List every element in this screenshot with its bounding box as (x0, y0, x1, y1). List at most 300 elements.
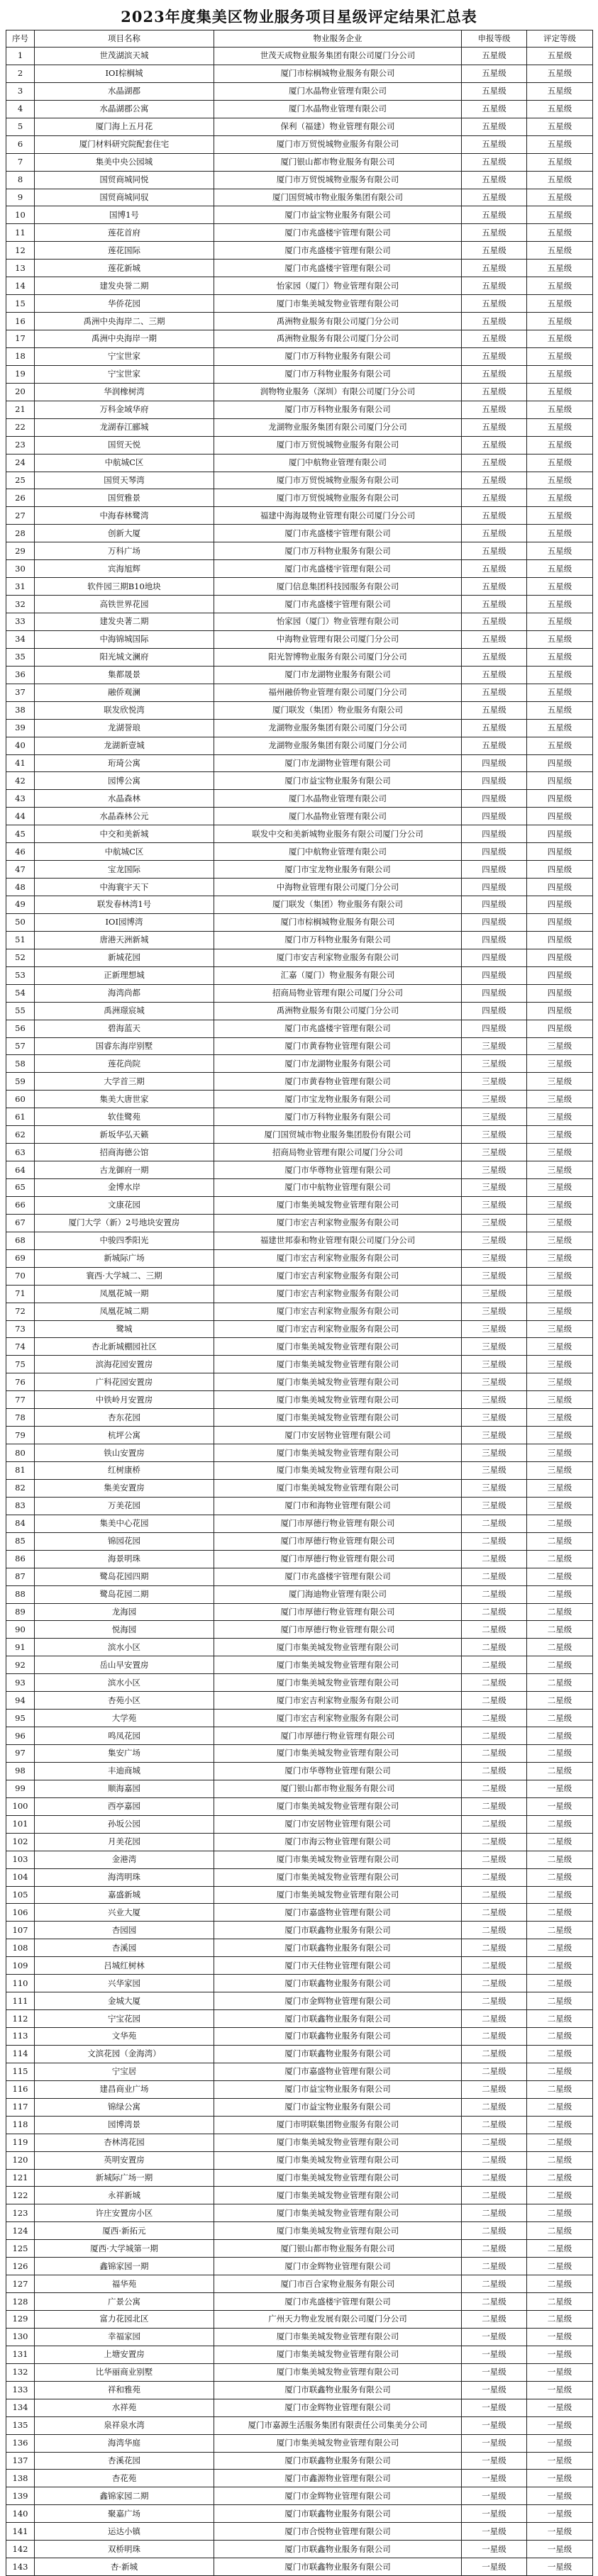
company-name: 厦门中航物业管理有限公司 (214, 843, 462, 861)
company-name: 厦门市集美城发物业管理有限公司 (214, 1356, 462, 1373)
company-name: 厦门市集美城发物业管理有限公司 (214, 1373, 462, 1391)
row-number: 38 (6, 701, 35, 719)
project-name: 海湾明珠 (35, 1868, 214, 1886)
table-row (6, 1196, 593, 1214)
rated-level: 二星级 (527, 2258, 593, 2275)
project-name: 杭坪公寓 (35, 1427, 214, 1444)
table-row (6, 1939, 593, 1957)
table-row (6, 525, 593, 542)
table-row (6, 1727, 593, 1745)
company-name: 厦门市华尊物业管理有限公司 (214, 1762, 462, 1780)
row-number: 15 (6, 295, 35, 313)
row-number: 83 (6, 1497, 35, 1515)
row-number: 33 (6, 613, 35, 631)
apply-level: 五星级 (462, 701, 527, 719)
table-row (6, 1055, 593, 1073)
row-number: 22 (6, 418, 35, 436)
apply-level: 二星级 (462, 2240, 527, 2258)
row-number: 124 (6, 2222, 35, 2240)
rated-level: 三星级 (527, 1409, 593, 1427)
apply-level: 三星级 (462, 1285, 527, 1303)
rated-level: 五星级 (527, 277, 593, 295)
table-row (6, 295, 593, 313)
apply-level: 四星级 (462, 790, 527, 808)
table-row (6, 454, 593, 472)
table-row (6, 648, 593, 666)
project-name: 大学首三期 (35, 1073, 214, 1091)
project-name: 大学苑 (35, 1710, 214, 1727)
table-row (6, 2080, 593, 2098)
project-name: 古龙御府一期 (35, 1161, 214, 1179)
company-name: 保利（福建）物业管理有限公司 (214, 118, 462, 135)
row-number: 69 (6, 1249, 35, 1267)
table-row (6, 242, 593, 260)
project-name: 华润橡树湾 (35, 383, 214, 401)
project-name: 厦西·大学城第一期 (35, 2240, 214, 2258)
rated-level: 二星级 (527, 1904, 593, 1922)
rated-level: 一星级 (527, 2363, 593, 2381)
apply-level: 五星级 (462, 507, 527, 525)
table-row (6, 808, 593, 825)
apply-level: 二星级 (462, 1550, 527, 1568)
project-name: 海景明珠 (35, 1550, 214, 1568)
row-number: 94 (6, 1692, 35, 1710)
row-number: 120 (6, 2151, 35, 2169)
company-name: 厦门市万科物业服务有限公司 (214, 401, 462, 418)
row-number: 82 (6, 1479, 35, 1497)
project-name: 集美中心花园 (35, 1515, 214, 1532)
rated-level: 三星级 (527, 1179, 593, 1197)
company-name: 厦门市万贸悦城物业服务有限公司 (214, 135, 462, 153)
row-number: 42 (6, 772, 35, 790)
apply-level: 二星级 (462, 2116, 527, 2134)
project-name: 鹭岛花园四期 (35, 1568, 214, 1585)
table-row (6, 2275, 593, 2293)
rated-level: 二星级 (527, 1674, 593, 1692)
table-row (6, 2434, 593, 2452)
row-number: 87 (6, 1568, 35, 1585)
rated-level: 五星级 (527, 135, 593, 153)
row-number: 130 (6, 2328, 35, 2346)
table-row (6, 1037, 593, 1055)
company-name: 厦门市厚德行物业管理有限公司 (214, 1603, 462, 1621)
apply-level: 四星级 (462, 825, 527, 843)
row-number: 126 (6, 2258, 35, 2275)
company-name: 润物物业服务（深圳）有限公司厦门分公司 (214, 383, 462, 401)
apply-level: 五星级 (462, 578, 527, 596)
rated-level: 五星级 (527, 365, 593, 383)
row-number: 64 (6, 1161, 35, 1179)
rated-level: 四星级 (527, 861, 593, 879)
table-row (6, 825, 593, 843)
apply-level: 三星级 (462, 1479, 527, 1497)
table-row (6, 630, 593, 648)
table-row (6, 277, 593, 295)
row-number: 24 (6, 454, 35, 472)
row-number: 127 (6, 2275, 35, 2293)
table-row (6, 2063, 593, 2080)
row-number: 47 (6, 861, 35, 879)
company-name: 厦门市联鑫物业服务有限公司 (214, 2541, 462, 2558)
apply-level: 四星级 (462, 1020, 527, 1037)
table-row (6, 118, 593, 135)
rated-level: 四星级 (527, 966, 593, 984)
project-name: 中海锦城国际 (35, 630, 214, 648)
apply-level: 四星级 (462, 966, 527, 984)
rated-level: 二星级 (527, 1532, 593, 1550)
project-name: 杏林湾花园 (35, 2134, 214, 2151)
row-number: 99 (6, 1780, 35, 1797)
company-name: 厦门市宏吉利家物业服务有限公司 (214, 1267, 462, 1285)
row-number: 60 (6, 1091, 35, 1108)
table-row (6, 2487, 593, 2505)
project-name: 建发央著二期 (35, 613, 214, 631)
project-name: 国贸雅景 (35, 489, 214, 507)
row-number: 80 (6, 1444, 35, 1462)
table-row (6, 1144, 593, 1161)
row-number: 4 (6, 100, 35, 118)
project-name: 滨海花园安置房 (35, 1356, 214, 1373)
project-name: 高铁世界花园 (35, 596, 214, 613)
rated-level: 五星级 (527, 454, 593, 472)
project-name: 中骏四季阳光 (35, 1232, 214, 1249)
row-number: 35 (6, 648, 35, 666)
company-name: 厦门市兆盛楼宇管理有限公司 (214, 1020, 462, 1037)
rated-level: 二星级 (527, 2222, 593, 2240)
row-number: 119 (6, 2134, 35, 2151)
company-name: 厦门市集美城发物业管理有限公司 (214, 2204, 462, 2222)
company-name: 中海物业管理有限公司厦门分公司 (214, 879, 462, 896)
row-number: 30 (6, 560, 35, 578)
apply-level: 四星级 (462, 808, 527, 825)
project-name: 中海春林鹭湾 (35, 507, 214, 525)
row-number: 31 (6, 578, 35, 596)
row-number: 36 (6, 666, 35, 684)
apply-level: 三星级 (462, 1320, 527, 1338)
apply-level: 二星级 (462, 1975, 527, 1992)
row-number: 45 (6, 825, 35, 843)
project-name: 永祥新城 (35, 2187, 214, 2204)
apply-level: 二星级 (462, 1674, 527, 1692)
apply-level: 二星级 (462, 2134, 527, 2151)
apply-level: 二星级 (462, 1585, 527, 1603)
project-name: 顺海嘉园 (35, 1780, 214, 1797)
apply-level: 五星级 (462, 630, 527, 648)
table-row (6, 1904, 593, 1922)
rated-level: 四星级 (527, 825, 593, 843)
rated-level: 三星级 (527, 1303, 593, 1320)
rated-level: 三星级 (527, 1391, 593, 1409)
rated-level: 三星级 (527, 1373, 593, 1391)
table-row (6, 153, 593, 171)
apply-level: 三星级 (462, 1391, 527, 1409)
project-name: 铁山安置房 (35, 1444, 214, 1462)
company-name: 招商局物业管理有限公司厦门分公司 (214, 984, 462, 1002)
table-row (6, 1427, 593, 1444)
project-name: 集美大唐世家 (35, 1091, 214, 1108)
rated-level: 三星级 (527, 1144, 593, 1161)
company-name: 厦门市兆盛楼宇管理有限公司 (214, 1568, 462, 1585)
table-row (6, 790, 593, 808)
row-number: 121 (6, 2169, 35, 2187)
table-row (6, 1957, 593, 1975)
table-row (6, 1126, 593, 1144)
row-number: 5 (6, 118, 35, 135)
company-name: 厦门市宝龙物业服务有限公司 (214, 861, 462, 879)
rated-level: 五星级 (527, 260, 593, 277)
table-row (6, 666, 593, 684)
company-name: 厦门市集美城发物业管理有限公司 (214, 1656, 462, 1674)
rated-level: 三星级 (527, 1108, 593, 1126)
rated-level: 四星级 (527, 984, 593, 1002)
row-number: 91 (6, 1639, 35, 1656)
row-number: 137 (6, 2452, 35, 2470)
project-name: 唐港天洲新城 (35, 931, 214, 949)
row-number: 16 (6, 313, 35, 330)
apply-level: 二星级 (462, 1639, 527, 1656)
rated-level: 五星级 (527, 666, 593, 684)
apply-level: 五星级 (462, 118, 527, 135)
company-name: 厦门市兆盛楼宇管理有限公司 (214, 560, 462, 578)
project-name: 园博公寓 (35, 772, 214, 790)
company-name: 厦门市嘉盛物业管理有限公司 (214, 1904, 462, 1922)
header-no: 序号 (6, 30, 35, 48)
company-name: 厦门市宏吉利家物业服务有限公司 (214, 1249, 462, 1267)
table-row (6, 135, 593, 153)
table-row (6, 1108, 593, 1126)
apply-level: 四星级 (462, 896, 527, 914)
table-row (6, 1550, 593, 1568)
row-number: 139 (6, 2487, 35, 2505)
apply-level: 五星级 (462, 260, 527, 277)
table-row (6, 949, 593, 966)
rated-level: 五星级 (527, 489, 593, 507)
project-name: IOI园博湾 (35, 913, 214, 931)
project-name: 水祥苑 (35, 2399, 214, 2416)
company-name: 厦门市集美城发物业管理有限公司 (214, 2434, 462, 2452)
rated-level: 二星级 (527, 1868, 593, 1886)
project-name: 万科金域华府 (35, 401, 214, 418)
rated-level: 二星级 (527, 1710, 593, 1727)
rated-level: 二星级 (527, 2311, 593, 2329)
row-number: 18 (6, 347, 35, 365)
company-name: 广州天力物业发展有限公司厦门分公司 (214, 2311, 462, 2329)
table-row (6, 2222, 593, 2240)
table-row (6, 1320, 593, 1338)
rated-level: 二星级 (527, 1992, 593, 2010)
project-name: 新城际广场 (35, 1249, 214, 1267)
project-name: 孙坂公园 (35, 1815, 214, 1833)
table-row (6, 879, 593, 896)
company-name: 厦门市兆盛楼宇管理有限公司 (214, 242, 462, 260)
company-name: 厦门市集美城发物业管理有限公司 (214, 1639, 462, 1656)
row-number: 85 (6, 1532, 35, 1550)
company-name: 厦门市鑫源物业管理有限公司 (214, 2470, 462, 2487)
apply-level: 二星级 (462, 1532, 527, 1550)
company-name: 厦门市黄春物业管理有限公司 (214, 1037, 462, 1055)
table-row (6, 1868, 593, 1886)
project-name: 悦海园 (35, 1621, 214, 1639)
project-name: 凤凰花城二期 (35, 1303, 214, 1320)
company-name: 龙湖物业服务集团有限公司厦门分公司 (214, 719, 462, 737)
rated-level: 一星级 (527, 2434, 593, 2452)
project-name: 招商海德公馆 (35, 1144, 214, 1161)
rated-level: 五星级 (527, 613, 593, 631)
table-row (6, 418, 593, 436)
table-row (6, 347, 593, 365)
rated-level: 五星级 (527, 719, 593, 737)
apply-level: 二星级 (462, 1656, 527, 1674)
project-name: 创新大厦 (35, 525, 214, 542)
row-number: 54 (6, 984, 35, 1002)
apply-level: 五星级 (462, 189, 527, 206)
table-row (6, 1285, 593, 1303)
table-row (6, 772, 593, 790)
project-name: 许庄安置房小区 (35, 2204, 214, 2222)
table-row (6, 1815, 593, 1833)
apply-level: 五星级 (462, 666, 527, 684)
project-name: 海湾华庭 (35, 2434, 214, 2452)
company-name: 厦门市联鑫物业服务有限公司 (214, 2010, 462, 2028)
header-company: 物业服务企业 (214, 30, 462, 48)
row-number: 134 (6, 2399, 35, 2416)
project-name: 兴业大厦 (35, 1904, 214, 1922)
rated-level: 五星级 (527, 436, 593, 454)
rated-level: 四星级 (527, 1020, 593, 1037)
project-name: 泉祥泉水湾 (35, 2416, 214, 2434)
rated-level: 五星级 (527, 206, 593, 224)
company-name: 厦门市联鑫物业服务有限公司 (214, 2558, 462, 2576)
table-row (6, 330, 593, 348)
company-name: 厦门水晶物业管理有限公司 (214, 82, 462, 100)
apply-level: 五星级 (462, 330, 527, 348)
table-row (6, 1762, 593, 1780)
apply-level: 五星级 (462, 277, 527, 295)
company-name: 厦门信息集团科技园服务有限公司 (214, 578, 462, 596)
project-name: 新坂华弘天籁 (35, 1126, 214, 1144)
apply-level: 三星级 (462, 1444, 527, 1462)
company-name: 厦门市宏吉利家物业服务有限公司 (214, 1710, 462, 1727)
table-row (6, 224, 593, 242)
apply-level: 二星级 (462, 1868, 527, 1886)
rated-level: 二星级 (527, 1550, 593, 1568)
apply-level: 五星级 (462, 100, 527, 118)
project-name: 宁宝花园 (35, 2010, 214, 2028)
apply-level: 五星级 (462, 365, 527, 383)
row-number: 63 (6, 1144, 35, 1161)
row-number: 128 (6, 2293, 35, 2311)
project-name: 厦门大学（新）2号地块安置房 (35, 1214, 214, 1232)
rated-level: 四星级 (527, 949, 593, 966)
apply-level: 四星级 (462, 984, 527, 1002)
company-name: 厦门市金辉物业管理有限公司 (214, 2399, 462, 2416)
row-number: 117 (6, 2098, 35, 2116)
row-number: 74 (6, 1338, 35, 1356)
project-name: 珩琦公寓 (35, 754, 214, 772)
row-number: 28 (6, 525, 35, 542)
project-name: 鑫锦家园一期 (35, 2258, 214, 2275)
project-name: 宁宝世家 (35, 347, 214, 365)
company-name: 厦门市宏吉利家物业服务有限公司 (214, 1303, 462, 1320)
row-number: 90 (6, 1621, 35, 1639)
company-name: 厦门市益宝物业服务有限公司 (214, 772, 462, 790)
row-number: 106 (6, 1904, 35, 1922)
project-name: 龙湖春江郦城 (35, 418, 214, 436)
project-name: 广科花园安置房 (35, 1373, 214, 1391)
company-name: 厦门市棕榈城物业服务有限公司 (214, 65, 462, 82)
rated-level: 五星级 (527, 313, 593, 330)
row-number: 51 (6, 931, 35, 949)
rated-level: 二星级 (527, 1639, 593, 1656)
rated-level: 二星级 (527, 1656, 593, 1674)
rated-level: 二星级 (527, 1851, 593, 1868)
apply-level: 二星级 (462, 1727, 527, 1745)
project-name: 龙海园 (35, 1603, 214, 1621)
row-number: 76 (6, 1373, 35, 1391)
apply-level: 三星级 (462, 1303, 527, 1320)
table-row (6, 100, 593, 118)
rated-level: 五星级 (527, 578, 593, 596)
project-name: 锦绿公寓 (35, 2098, 214, 2116)
rated-level: 二星级 (527, 2169, 593, 2187)
table-row (6, 2311, 593, 2329)
apply-level: 二星级 (462, 1992, 527, 2010)
rated-level: 二星级 (527, 1886, 593, 1904)
project-name: 比华丽商业别墅 (35, 2363, 214, 2381)
header-apply-level: 申报等级 (462, 30, 527, 48)
project-name: 集安广场 (35, 1745, 214, 1763)
rated-level: 五星级 (527, 295, 593, 313)
table-row (6, 1356, 593, 1373)
rated-level: 四星级 (527, 896, 593, 914)
row-number: 8 (6, 171, 35, 189)
row-number: 136 (6, 2434, 35, 2452)
project-name: 中铁岭月安置房 (35, 1391, 214, 1409)
rated-level: 二星级 (527, 1727, 593, 1745)
table-row (6, 2204, 593, 2222)
rated-level: 三星级 (527, 1126, 593, 1144)
project-name: 杏溪花园 (35, 2452, 214, 2470)
rated-level: 三星级 (527, 1444, 593, 1462)
rated-level: 五星级 (527, 560, 593, 578)
table-row (6, 1444, 593, 1462)
apply-level: 五星级 (462, 596, 527, 613)
apply-level: 四星级 (462, 843, 527, 861)
apply-level: 五星级 (462, 684, 527, 701)
table-row (6, 2098, 593, 2116)
project-name: 月美花园 (35, 1833, 214, 1851)
company-name: 厦门市兆盛楼宇管理有限公司 (214, 596, 462, 613)
table-row (6, 2346, 593, 2363)
rated-level: 四星级 (527, 772, 593, 790)
table-row (6, 1232, 593, 1249)
table-row (6, 2134, 593, 2151)
row-number: 95 (6, 1710, 35, 1727)
header-project: 项目名称 (35, 30, 214, 48)
apply-level: 一星级 (462, 2381, 527, 2399)
row-number: 26 (6, 489, 35, 507)
apply-level: 五星级 (462, 48, 527, 65)
rated-level: 三星级 (527, 1267, 593, 1285)
project-name: 文滨花园（金海湾） (35, 2045, 214, 2063)
project-name: 双桥明珠 (35, 2541, 214, 2558)
apply-level: 二星级 (462, 1922, 527, 1939)
company-name: 招商局物业管理有限公司厦门分公司 (214, 1144, 462, 1161)
apply-level: 三星级 (462, 1462, 527, 1480)
apply-level: 二星级 (462, 1939, 527, 1957)
row-number: 68 (6, 1232, 35, 1249)
company-name: 厦门市联鑫物业服务有限公司 (214, 2505, 462, 2523)
